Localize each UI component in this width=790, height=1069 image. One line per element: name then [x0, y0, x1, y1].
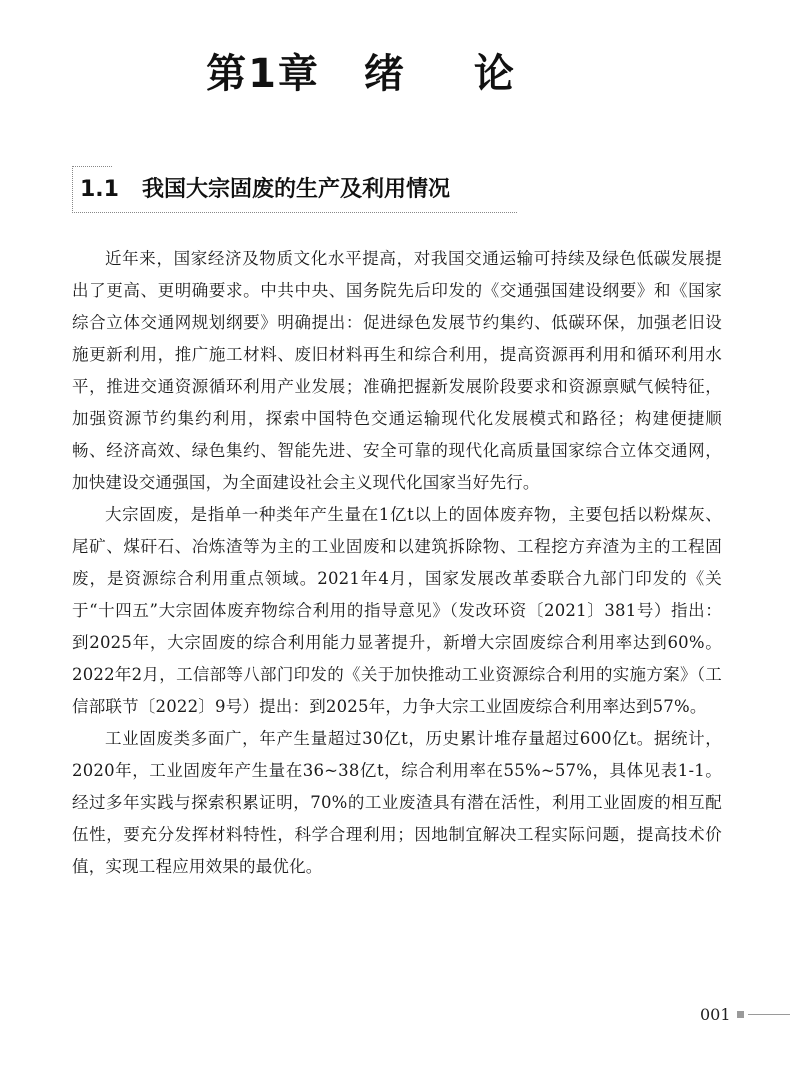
- paragraph: 大宗固废，是指单一种类年产生量在1亿t以上的固体废弃物，主要包括以粉煤灰、尾矿、煤矸石、冶炼渣等为主的工业固废和以建筑拆除物、工程挖方弃渣为主的工程固废，是资源综合利用重点领域。2021年4月，国家发展改革委联合九部门印发的《关于“十四五”大宗固体废弃物综合利用的指导意见》（发改环资〔2021〕381号）指出：到2025年，大宗固废的综合利用能力显著提升，新增大宗固废综合利用率达到60%。2022年2月，工信部等八部门印发的《关于加快推动工业资源综合利用的实施方案》（工信部联节〔2022〕9号）提出：到2025年，力争大宗工业固废综合利用率达到57%。: [72, 505, 722, 716]
- chapter-name: 绪论: [363, 51, 584, 97]
- section-title: 我国大宗固废的生产及利用情况: [142, 177, 451, 202]
- paragraph: 工业固废类多面广，年产生量超过30亿t，历史累计堆存量超过600亿t。据统计，2020年，工业固废年产生量在36~38亿t，综合利用率在55%~57%，具体见表1-1。经过多年实践与探索积累证明，70%的工业废渣具有潜在活性，利用工业固废的相互配伍性，要充分发挥材料特性，科学合理利用；因地制宜解决工程实际问题，提高技术价值，实现工程应用效果的最优化。: [72, 729, 722, 876]
- section-heading: [80, 174, 450, 206]
- footer-square-ornament: [737, 1011, 744, 1018]
- page-number: 001: [700, 1004, 731, 1024]
- chapter-label: 第1章: [206, 51, 320, 97]
- section-number: 1.1: [80, 177, 119, 202]
- page-footer: [700, 1004, 790, 1024]
- footer-rule: [748, 1014, 790, 1015]
- chapter-title: [0, 48, 790, 100]
- paragraph: 近年来，国家经济及物质文化水平提高，对我国交通运输可持续及绿色低碳发展提出了更高、更明确要求。中共中央、国务院先后印发的《交通强国建设纲要》和《国家综合立体交通网规划纲要》明确提出：促进绿色发展节约集约、低碳环保，加强老旧设施更新利用，推广施工材料、废旧材料再生和综合利用，提高资源再利用和循环利用水平，推进交通资源循环利用产业发展；准确把握新发展阶段要求和资源禀赋气候特征，加强资源节约集约利用，探索中国特色交通运输现代化发展模式和路径；构建便捷顺畅、经济高效、绿色集约、智能先进、安全可靠的现代化高质量国家综合立体交通网，加快建设交通强国，为全面建设社会主义现代化国家当好先行。: [72, 249, 722, 492]
- body-text: [72, 243, 722, 883]
